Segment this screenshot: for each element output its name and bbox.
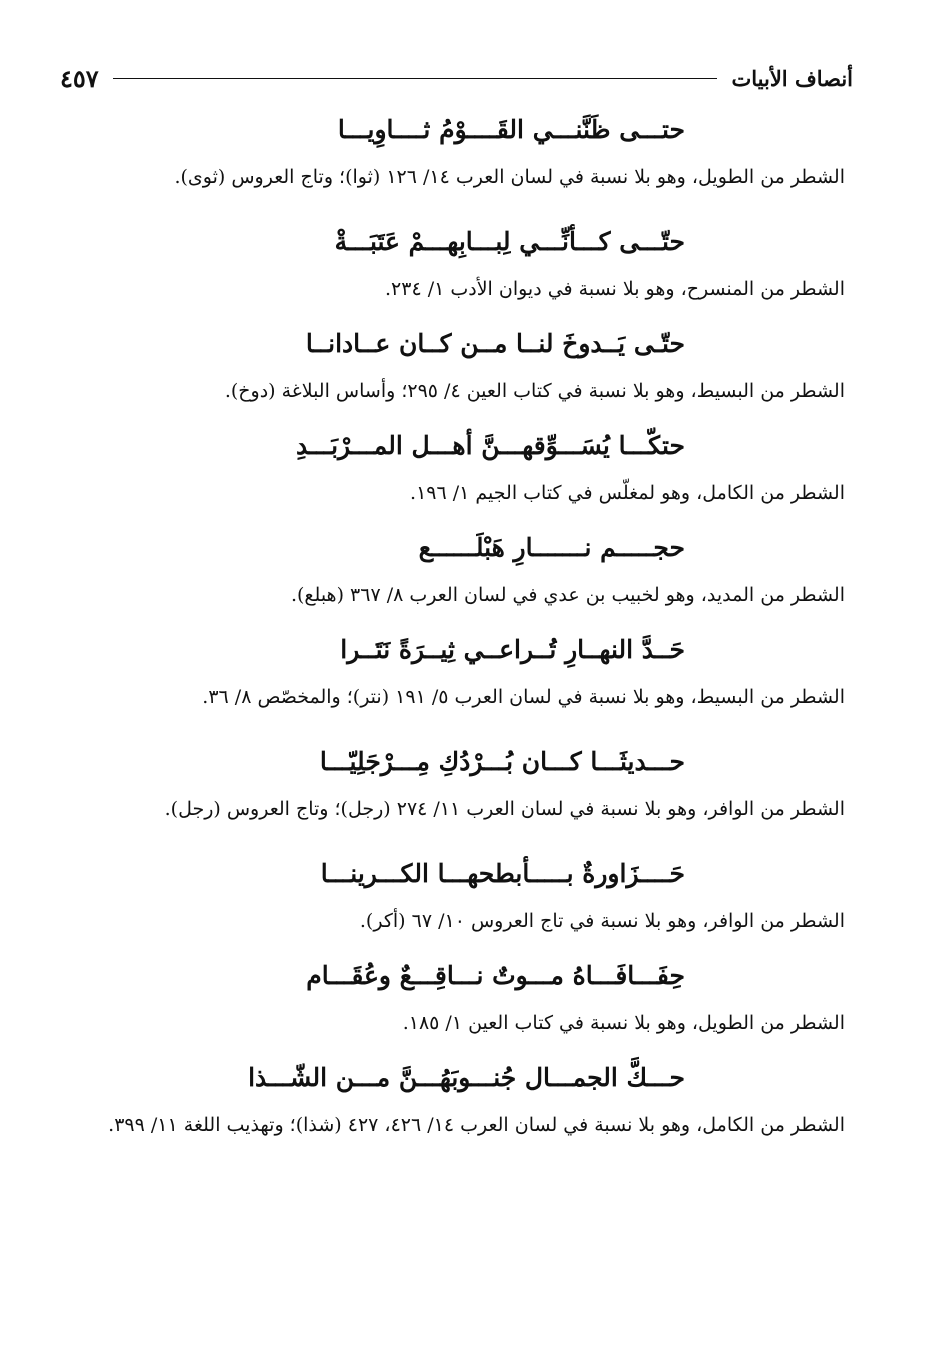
verse-note: الشطر من المديد، وهو لخبيب بن عدي في لسان العرب ٨/ ٣٦٧ (هبلع). <box>290 584 845 606</box>
verse: حَــدَّ النهــارِ تُــراعــي ثِيــرَةً نَتَــرا <box>340 635 685 664</box>
page-header <box>60 58 853 98</box>
verse: حتـــى ظَنَّنـــي القَــــوْمُ ثــــاوِيـــا <box>337 115 685 144</box>
entry <box>68 854 845 940</box>
verse-note: الشطر من البسيط، وهو بلا نسبة في كتاب العين ٤/ ٢٩٥؛ وأساس البلاغة (دوخ). <box>224 380 845 402</box>
verse-note: الشطر من الكامل، وهو لمغلّس في كتاب الجيم ١/ ١٩٦. <box>410 482 845 504</box>
verse: حتكّـــا يُسَـــوِّقهـــنَّ أهـــل المـــرْبَـــدِ <box>295 431 685 460</box>
verse-note: الشطر من الطويل، وهو بلا نسبة في لسان العرب ١٤/ ١٢٦ (ثوا)؛ وتاج العروس (ثوى). <box>174 166 845 188</box>
entry <box>68 324 845 410</box>
entry <box>68 222 845 308</box>
verse: حجـــــم نـــــــارِ هَبْلَــــــع <box>418 533 685 562</box>
verse-note: الشطر من الوافر، وهو بلا نسبة في لسان العرب ١١/ ٢٧٤ (رجل)؛ وتاج العروس (رجل). <box>164 798 845 820</box>
page-number: ٤٥٧ <box>60 63 99 93</box>
verse: حتّـــى كـــأنِّـــي لِبـــابِهـــمْ عَتَبَـــةْ <box>334 227 685 256</box>
entries-list <box>68 110 845 1144</box>
entry <box>68 630 845 716</box>
verse: حتّـى يَــدوخَ لنــا مــن كــان عــادانــا <box>305 329 685 358</box>
verse: حِفَـــافَـــاهُ مـــوتٌ نـــاقِـــعٌ وعُقَـــام <box>306 961 685 990</box>
verse: حـــكَّ الجمـــال جُنـــوبَهُـــنَّ مـــن الشّـــذا <box>248 1063 685 1092</box>
running-title: أنصاف الأبيات <box>731 65 853 91</box>
verse-note: الشطر من الوافر، وهو بلا نسبة في تاج العروس ١٠/ ٦٧ (أكر). <box>359 910 845 932</box>
header-rule <box>113 78 718 79</box>
verse-note: الشطر من المنسرح، وهو بلا نسبة في ديوان الأدب ١/ ٢٣٤. <box>384 278 845 300</box>
entry <box>68 1058 845 1144</box>
entry <box>68 110 845 196</box>
verse-note: الشطر من الكامل، وهو بلا نسبة في لسان العرب ١٤/ ٤٢٦، ٤٢٧ (شذا)؛ وتهذيب اللغة ١١/ ٣٩٩. <box>108 1114 845 1136</box>
verse: حـــديثَـــا كـــان بُـــرْدُكِ مِـــرْجَلِيّـــا <box>319 747 685 776</box>
verse-note: الشطر من البسيط، وهو بلا نسبة في لسان العرب ٥/ ١٩١ (نتر)؛ والمخصّص ٨/ ٣٦. <box>202 686 845 708</box>
entry <box>68 956 845 1042</box>
entry <box>68 742 845 828</box>
entry <box>68 528 845 614</box>
verse-note: الشطر من الطويل، وهو بلا نسبة في كتاب العين ١/ ١٨٥. <box>402 1012 845 1034</box>
verse: حَــــزَاورةٌ بـــــأبطحهـــا الكـــرينـــا <box>320 859 685 888</box>
entry <box>68 426 845 512</box>
